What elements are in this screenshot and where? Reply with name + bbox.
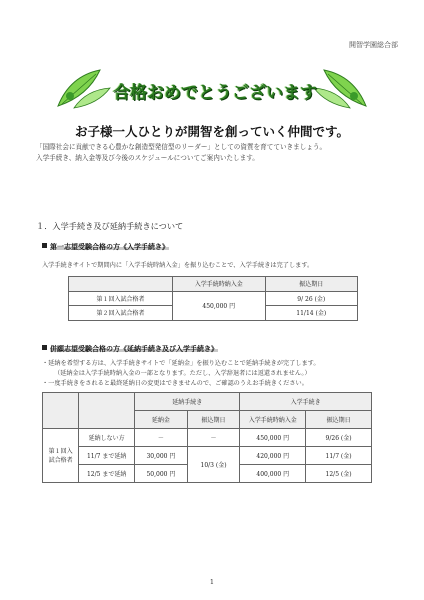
row-group-label: 第１回入試合格者 <box>43 429 79 483</box>
deferral-table <box>42 392 372 483</box>
section-title: １．入学手続き及び延納手続きについて <box>36 221 184 231</box>
subsection-title-first-choice: 第一志望受験合格の方《入学手続き》 <box>42 242 169 252</box>
deadline-cell: 11/14 (金) <box>265 306 358 321</box>
row-label: 延納しない方 <box>79 429 135 447</box>
page-number: 1 <box>209 578 215 586</box>
shared-deadline-cell: 10/3 (金) <box>187 447 240 483</box>
description-line: ・一度手続きをされると最終延納日の変更はできませんので、ご確認のうえお手続きください。 <box>42 380 308 387</box>
lead-heading: お子様一人ひとりが開智を創っていく仲間です。 <box>74 124 349 139</box>
group-header: 入学手続き <box>240 393 372 411</box>
deadline-cell: 9/26 (金) <box>306 429 372 447</box>
table-row <box>43 429 372 447</box>
table-row <box>43 447 372 465</box>
table-header: 振込期日 <box>265 277 358 292</box>
leaf-left-icon <box>58 70 110 108</box>
amount-cell: 420,000 円 <box>240 447 306 465</box>
amount-cell: 450,000 円 <box>240 429 306 447</box>
sub-header: 振込期日 <box>306 411 372 429</box>
description-line: （延納金は入学手続時納入金の一部となります。ただし、入学辞退者には返還されません。） <box>54 370 311 377</box>
deadline-cell: 11/7 (金) <box>306 447 372 465</box>
row-label: 第２回入試合格者 <box>69 306 173 321</box>
intro-text <box>36 142 396 164</box>
sub-header: 入学手続時納入金 <box>240 411 306 429</box>
intro-line: 入学手続き、納入金等及び今後のスケジュールについてご案内いたします。 <box>36 154 259 162</box>
amount-cell: 450,000 円 <box>173 291 265 320</box>
first-choice-description: 入学手続きサイトで期間内に「入学手続時納入金」を振り込むことで、入学手続きは完了します。 <box>42 262 314 269</box>
combined-description <box>42 359 412 389</box>
sub-header: 振込期日 <box>187 411 240 429</box>
banner-title: 合格おめでとうございます <box>113 83 317 103</box>
amount-cell: 400,000 円 <box>240 465 306 483</box>
row-label: 11/7 まで延納 <box>79 447 135 465</box>
deadline-cell: 12/5 (金) <box>306 465 372 483</box>
group-header: 延納手続き <box>135 393 240 411</box>
leaf-right-icon <box>314 70 366 108</box>
first-choice-table <box>68 276 358 321</box>
table-header: 入学手続時納入金 <box>173 277 265 292</box>
row-label: 12/5 まで延納 <box>79 465 135 483</box>
square-bullet-icon <box>42 345 47 350</box>
square-bullet-icon <box>42 243 47 248</box>
fee-deadline-cell: － <box>187 429 240 447</box>
fee-cell: － <box>135 429 188 447</box>
description-line: ・延納を希望する方は、入学手続きサイトで「延納金」を振り込むことで延納手続きが完了します。 <box>42 360 320 367</box>
fee-cell: 30,000 円 <box>135 447 188 465</box>
sub-header: 延納金 <box>135 411 188 429</box>
fee-cell: 50,000 円 <box>135 465 188 483</box>
table-row <box>69 291 358 306</box>
organization-name: 開智学園総合部 <box>349 41 398 49</box>
table-header <box>69 277 173 292</box>
intro-line: 「国際社会に貢献できる心豊かな創造型発信型のリーダー」としての資質を育てていきましょう。 <box>36 143 327 151</box>
row-label: 第１回入試合格者 <box>69 291 173 306</box>
subsection-title-combined: 併願志望受験合格の方《延納手続き及び入学手続き》 <box>42 344 218 354</box>
deadline-cell: 9/ 26 (金) <box>265 291 358 306</box>
